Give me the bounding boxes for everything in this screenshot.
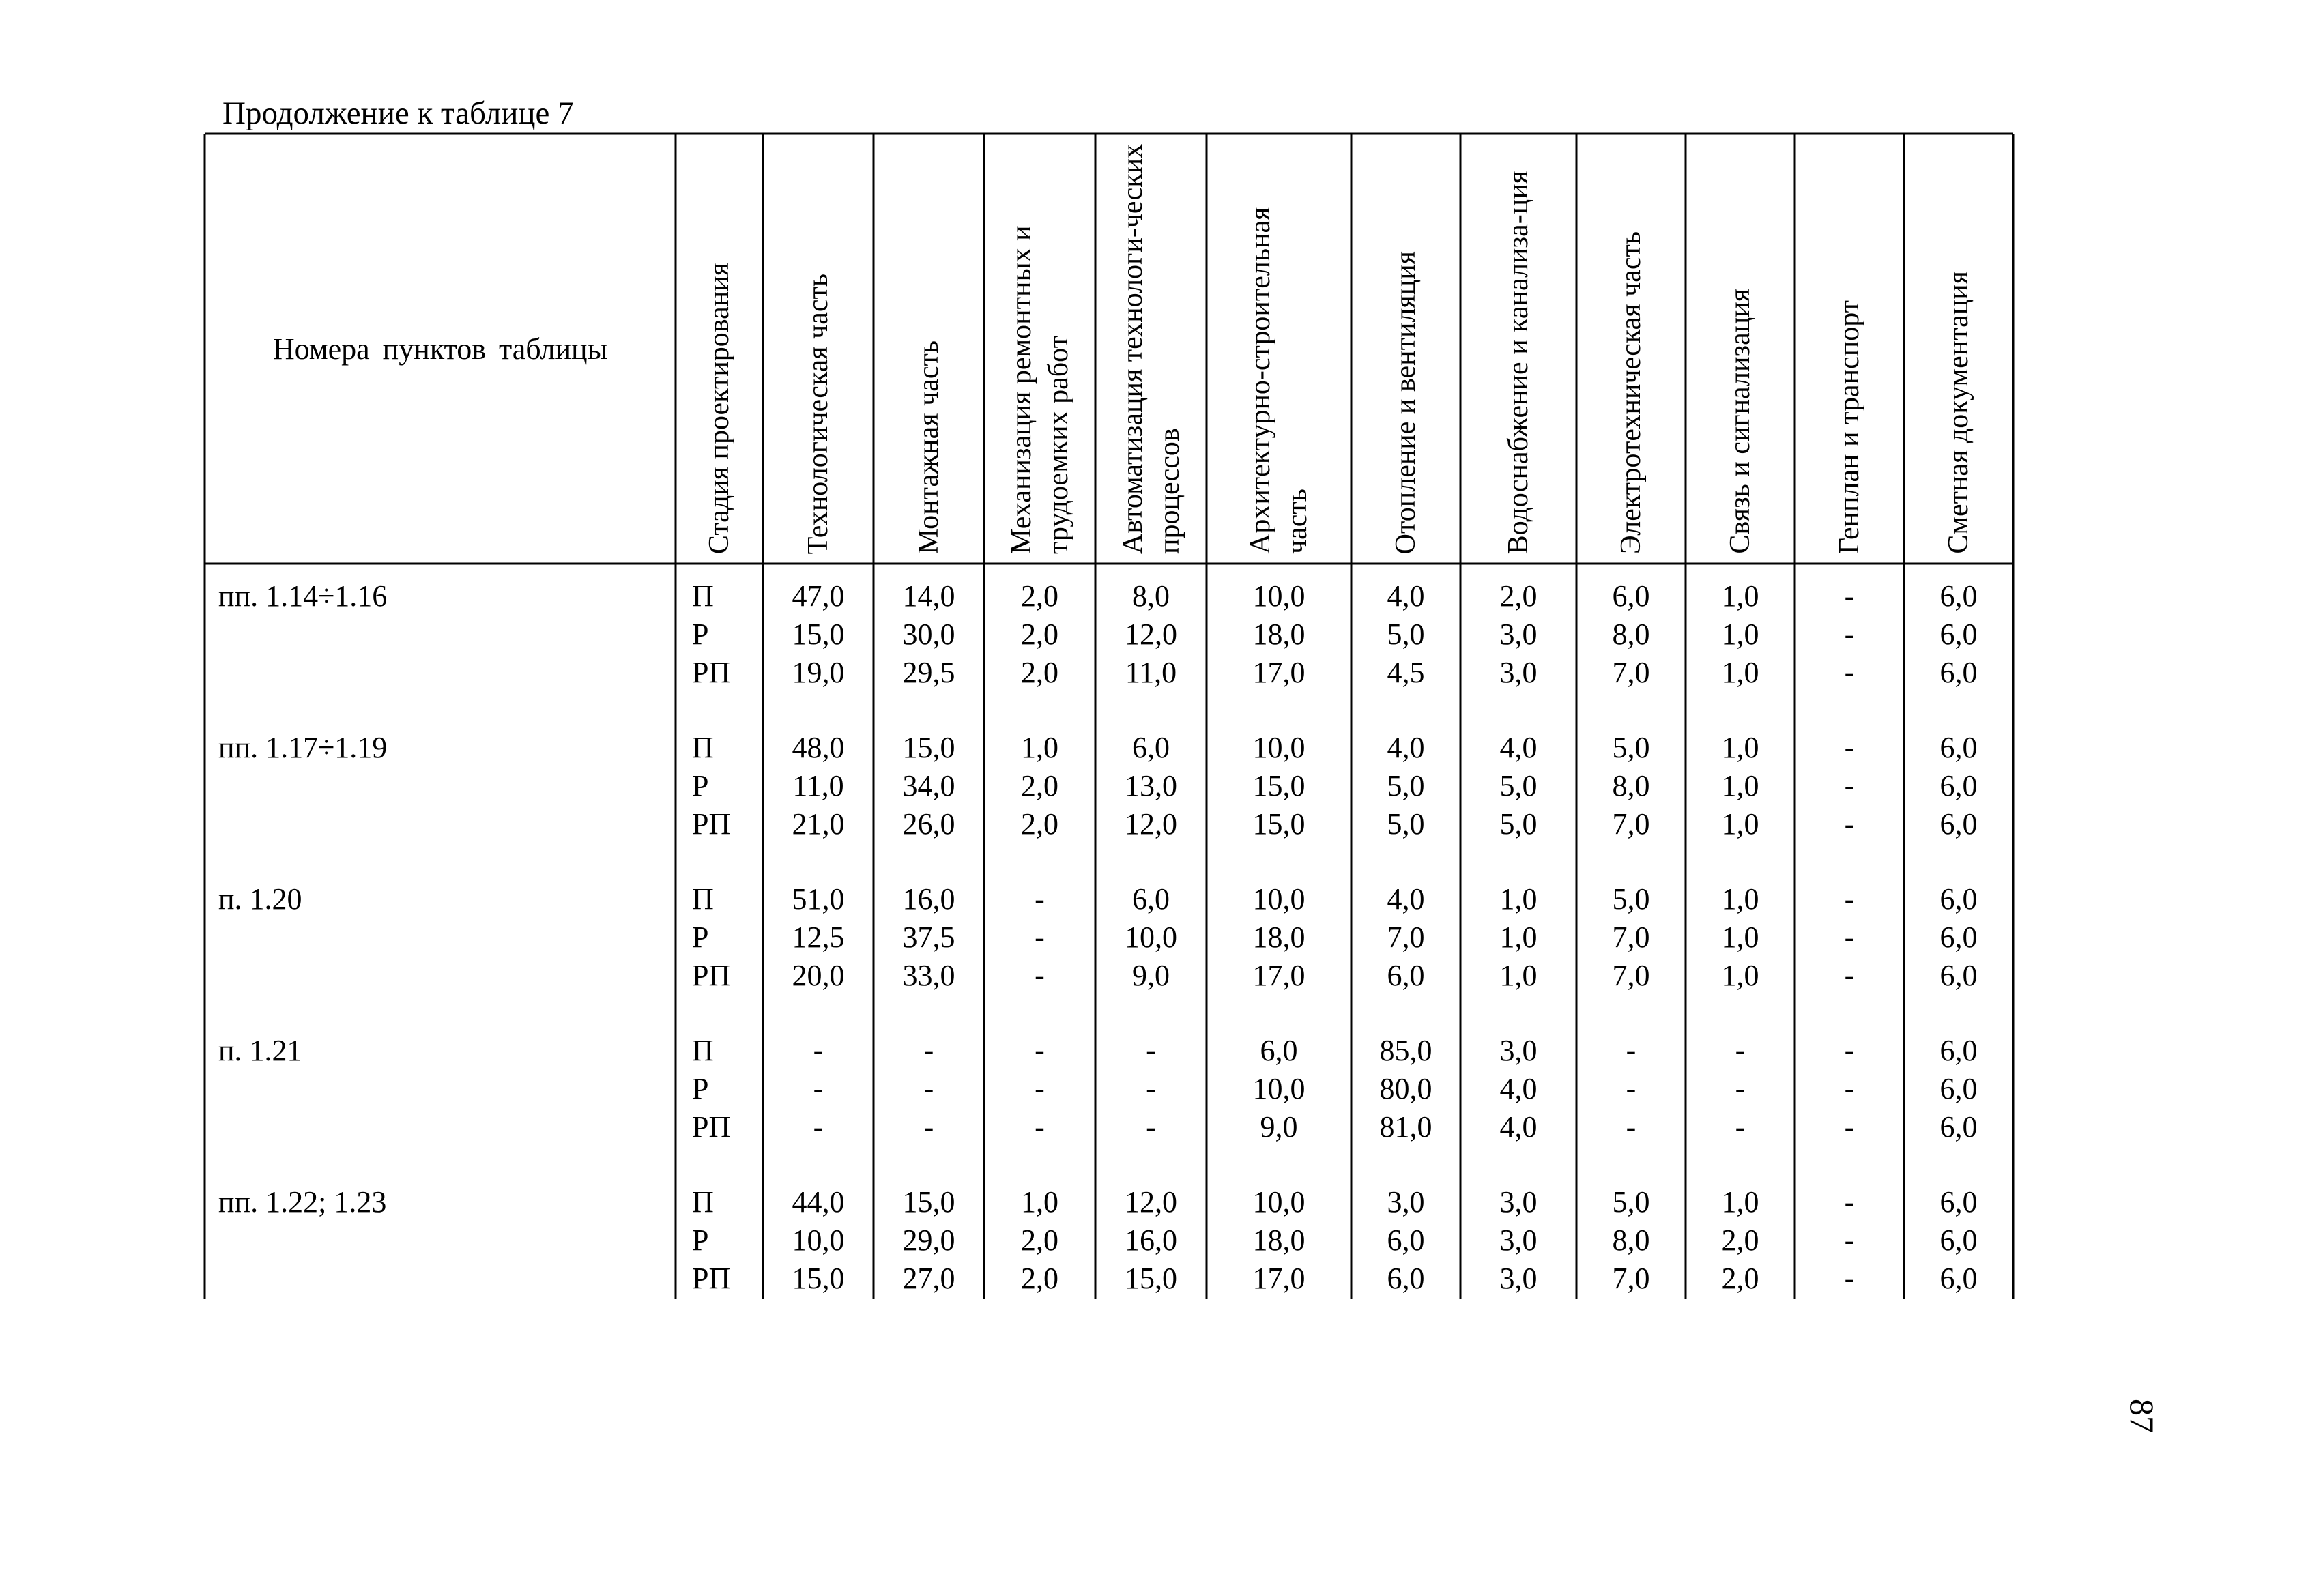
cell-installation: - — [923, 1110, 934, 1144]
cell-communication: - — [1735, 1034, 1746, 1067]
cell-mechanization: 2,0 — [1021, 1262, 1058, 1295]
cell-mechanization: 2,0 — [1021, 579, 1058, 613]
cell-mechanization: - — [1035, 1110, 1045, 1144]
header-item-mechanization — [984, 134, 1095, 564]
cell-electrical: 5,0 — [1612, 882, 1650, 916]
cell-heating: 6,0 — [1387, 1223, 1425, 1257]
cell-architecture: 10,0 — [1252, 731, 1305, 764]
cell-heating: 6,0 — [1387, 959, 1425, 992]
cell-electrical: 7,0 — [1612, 807, 1650, 841]
row-group-label: пп. 1.22; 1.23 — [218, 1185, 387, 1219]
header-item-estimate — [1904, 134, 2013, 564]
cell-communication: 2,0 — [1721, 1223, 1759, 1257]
cell-transport: - — [1844, 579, 1855, 613]
cell-transport: - — [1844, 656, 1855, 689]
cell-estimate: 6,0 — [1939, 731, 1978, 764]
cell-electrical: - — [1626, 1072, 1636, 1105]
cell-transport: - — [1844, 959, 1855, 992]
cell-estimate: 6,0 — [1939, 618, 1978, 651]
cell-automation: 8,0 — [1132, 579, 1170, 613]
page-number: 87 — [2123, 1399, 2161, 1433]
row-group-label: пп. 1.17÷1.19 — [218, 731, 388, 764]
cell-estimate: 6,0 — [1939, 656, 1978, 689]
cell-water: 3,0 — [1499, 618, 1538, 651]
cell-technology: 19,0 — [792, 656, 845, 689]
cell-mechanization: 2,0 — [1021, 618, 1058, 651]
header-item-numbers: Номера пунктов таблицы — [272, 332, 608, 366]
cell-stage: Р — [692, 618, 709, 651]
cell-automation: 15,0 — [1125, 1262, 1177, 1295]
cell-water: 3,0 — [1499, 1262, 1538, 1295]
cell-water: 1,0 — [1499, 959, 1538, 992]
cell-automation: - — [1146, 1110, 1156, 1144]
cell-estimate: 6,0 — [1939, 920, 1978, 954]
cell-transport: - — [1844, 769, 1855, 802]
cell-architecture: 15,0 — [1252, 807, 1305, 841]
cell-installation: 16,0 — [902, 882, 955, 916]
cell-automation: - — [1146, 1072, 1156, 1105]
cell-automation: 12,0 — [1125, 807, 1177, 841]
cell-heating: 4,0 — [1387, 731, 1425, 764]
cell-installation: 27,0 — [902, 1262, 955, 1295]
cell-electrical: 7,0 — [1612, 656, 1650, 689]
cell-heating: 4,0 — [1387, 882, 1425, 916]
cell-estimate: 6,0 — [1939, 1185, 1978, 1219]
cell-stage: РП — [692, 1262, 731, 1295]
cell-electrical: 7,0 — [1612, 920, 1650, 954]
cell-heating: 6,0 — [1387, 1262, 1425, 1295]
row-group-label: п. 1.20 — [218, 882, 302, 916]
cell-architecture: 10,0 — [1252, 579, 1305, 613]
cell-heating: 5,0 — [1387, 769, 1425, 802]
cell-technology: 12,5 — [792, 920, 845, 954]
cell-technology: - — [813, 1034, 824, 1067]
cell-electrical: 7,0 — [1612, 1262, 1650, 1295]
cell-automation: 6,0 — [1132, 731, 1170, 764]
cell-estimate: 6,0 — [1939, 769, 1978, 802]
cell-heating: 4,0 — [1387, 579, 1425, 613]
cell-automation: 13,0 — [1125, 769, 1177, 802]
cell-electrical: 7,0 — [1612, 959, 1650, 992]
cell-stage: П — [692, 579, 714, 613]
cell-heating: 81,0 — [1379, 1110, 1432, 1144]
cell-transport: - — [1844, 1072, 1855, 1105]
header-item-communication — [1686, 134, 1795, 564]
cell-architecture: 15,0 — [1252, 769, 1305, 802]
cell-installation: 29,0 — [902, 1223, 955, 1257]
cell-mechanization: - — [1035, 1034, 1045, 1067]
cell-architecture: 10,0 — [1252, 1185, 1305, 1219]
header-text: Генплан и транспорт — [1834, 300, 1865, 554]
row-group-label: пп. 1.14÷1.16 — [218, 579, 388, 613]
cell-installation: 30,0 — [902, 618, 955, 651]
cell-water: 2,0 — [1499, 579, 1538, 613]
cell-estimate: 6,0 — [1939, 1072, 1978, 1105]
cell-installation: 29,5 — [902, 656, 955, 689]
header-text: Стадия проектирования — [704, 262, 735, 554]
cell-electrical: 8,0 — [1612, 1223, 1650, 1257]
cell-estimate: 6,0 — [1939, 1034, 1978, 1067]
cell-water: 4,0 — [1499, 1072, 1538, 1105]
cell-installation: 33,0 — [902, 959, 955, 992]
cell-water: 5,0 — [1499, 769, 1538, 802]
cell-communication: 1,0 — [1721, 959, 1759, 992]
cell-stage: Р — [692, 920, 709, 954]
header-item-water — [1460, 134, 1576, 564]
header-item-electrical — [1576, 134, 1686, 564]
cell-architecture: 9,0 — [1260, 1110, 1298, 1144]
table-caption: Продолжение к таблице 7 — [222, 96, 574, 131]
cell-technology: 20,0 — [792, 959, 845, 992]
cell-mechanization: - — [1035, 882, 1045, 916]
cell-technology: 47,0 — [792, 579, 845, 613]
cell-estimate: 6,0 — [1939, 1262, 1978, 1295]
cell-transport: - — [1844, 920, 1855, 954]
cell-estimate: 6,0 — [1939, 807, 1978, 841]
header-text: Электротехническая часть — [1615, 231, 1647, 554]
cell-water: 5,0 — [1499, 807, 1538, 841]
cell-technology: 15,0 — [792, 618, 845, 651]
cell-mechanization: 2,0 — [1021, 656, 1058, 689]
header-item-architecture — [1207, 134, 1351, 564]
cell-heating: 4,5 — [1387, 656, 1425, 689]
header-text: Водоснабжение и канализа-ция — [1503, 170, 1534, 554]
cell-installation: - — [923, 1034, 934, 1067]
cell-stage: Р — [692, 1223, 709, 1257]
cell-stage: Р — [692, 769, 709, 802]
cell-mechanization: 1,0 — [1021, 1185, 1058, 1219]
cell-electrical: - — [1626, 1110, 1636, 1144]
cell-electrical: 5,0 — [1612, 1185, 1650, 1219]
cell-transport: - — [1844, 1110, 1855, 1144]
cell-automation: 6,0 — [1132, 882, 1170, 916]
cell-mechanization: 1,0 — [1021, 731, 1058, 764]
cell-communication: 1,0 — [1721, 807, 1759, 841]
cell-water: 3,0 — [1499, 656, 1538, 689]
cell-water: 1,0 — [1499, 882, 1538, 916]
cell-architecture: 10,0 — [1252, 1072, 1305, 1105]
cell-stage: РП — [692, 807, 731, 841]
cell-automation: 12,0 — [1125, 618, 1177, 651]
cell-water: 4,0 — [1499, 731, 1538, 764]
cell-heating: 7,0 — [1387, 920, 1425, 954]
cell-stage: РП — [692, 959, 731, 992]
cell-automation: 12,0 — [1125, 1185, 1177, 1219]
cell-transport: - — [1844, 1223, 1855, 1257]
cell-technology: - — [813, 1110, 824, 1144]
cell-transport: - — [1844, 731, 1855, 764]
cell-water: 3,0 — [1499, 1223, 1538, 1257]
cell-architecture: 10,0 — [1252, 882, 1305, 916]
cell-technology: 21,0 — [792, 807, 845, 841]
cell-installation: - — [923, 1072, 934, 1105]
cell-stage: П — [692, 1185, 714, 1219]
cell-architecture: 18,0 — [1252, 920, 1305, 954]
cell-estimate: 6,0 — [1939, 1110, 1978, 1144]
cell-automation: 16,0 — [1125, 1223, 1177, 1257]
cell-installation: 15,0 — [902, 731, 955, 764]
cell-stage: РП — [692, 656, 731, 689]
cell-automation: 9,0 — [1132, 959, 1170, 992]
cell-technology: 44,0 — [792, 1185, 845, 1219]
cell-technology: - — [813, 1072, 824, 1105]
cell-water: 3,0 — [1499, 1185, 1538, 1219]
cell-automation: - — [1146, 1034, 1156, 1067]
cell-stage: РП — [692, 1110, 731, 1144]
row-group-label: п. 1.21 — [218, 1034, 302, 1067]
cell-technology: 48,0 — [792, 731, 845, 764]
cell-mechanization: - — [1035, 920, 1045, 954]
cell-automation: 10,0 — [1125, 920, 1177, 954]
header-text: Отопление и вентиляция — [1390, 250, 1422, 554]
header-text: Автоматизация технологи-ческих процессов — [1116, 143, 1185, 554]
cell-mechanization: - — [1035, 1072, 1045, 1105]
cell-communication: 1,0 — [1721, 731, 1759, 764]
cell-heating: 85,0 — [1379, 1034, 1432, 1067]
cell-heating: 3,0 — [1387, 1185, 1425, 1219]
cell-communication: 1,0 — [1721, 1185, 1759, 1219]
cell-automation: 11,0 — [1125, 656, 1177, 689]
header-text: Архитектурно-строительная часть — [1245, 207, 1313, 554]
cell-technology: 10,0 — [792, 1223, 845, 1257]
header-item-technology — [763, 134, 874, 564]
cell-architecture: 18,0 — [1252, 618, 1305, 651]
cell-installation: 37,5 — [902, 920, 955, 954]
cell-heating: 5,0 — [1387, 618, 1425, 651]
cell-communication: 2,0 — [1721, 1262, 1759, 1295]
cell-communication: 1,0 — [1721, 769, 1759, 802]
cell-electrical: 8,0 — [1612, 769, 1650, 802]
cell-communication: 1,0 — [1721, 882, 1759, 916]
cell-electrical: - — [1626, 1034, 1636, 1067]
cell-stage: П — [692, 882, 714, 916]
cell-architecture: 18,0 — [1252, 1223, 1305, 1257]
cell-stage: П — [692, 1034, 714, 1067]
cell-mechanization: 2,0 — [1021, 807, 1058, 841]
cell-mechanization: 2,0 — [1021, 1223, 1058, 1257]
cell-transport: - — [1844, 1262, 1855, 1295]
header-item-automation — [1095, 134, 1207, 564]
header-item-transport — [1795, 134, 1904, 564]
cell-transport: - — [1844, 882, 1855, 916]
cell-stage: П — [692, 731, 714, 764]
cell-estimate: 6,0 — [1939, 579, 1978, 613]
cell-electrical: 8,0 — [1612, 618, 1650, 651]
cell-heating: 5,0 — [1387, 807, 1425, 841]
cell-water: 4,0 — [1499, 1110, 1538, 1144]
header-item-installation — [874, 134, 984, 564]
cell-transport: - — [1844, 1034, 1855, 1067]
header-text: Технологическая часть — [803, 273, 834, 554]
cell-architecture: 17,0 — [1252, 959, 1305, 992]
cell-installation: 34,0 — [902, 769, 955, 802]
cell-technology: 15,0 — [792, 1262, 845, 1295]
cell-electrical: 6,0 — [1612, 579, 1650, 613]
cell-transport: - — [1844, 618, 1855, 651]
cell-stage: Р — [692, 1072, 709, 1105]
cell-communication: 1,0 — [1721, 920, 1759, 954]
cell-technology: 51,0 — [792, 882, 845, 916]
cell-architecture: 17,0 — [1252, 656, 1305, 689]
cell-estimate: 6,0 — [1939, 882, 1978, 916]
cell-architecture: 6,0 — [1260, 1034, 1298, 1067]
cell-installation: 15,0 — [902, 1185, 955, 1219]
cell-heating: 80,0 — [1379, 1072, 1432, 1105]
cell-water: 3,0 — [1499, 1034, 1538, 1067]
cell-transport: - — [1844, 807, 1855, 841]
header-text: Сметная документация — [1943, 271, 1974, 554]
cell-estimate: 6,0 — [1939, 1223, 1978, 1257]
cell-communication: 1,0 — [1721, 579, 1759, 613]
cell-communication: - — [1735, 1072, 1746, 1105]
cell-architecture: 17,0 — [1252, 1262, 1305, 1295]
header-text: Монтажная часть — [913, 340, 944, 554]
cell-installation: 14,0 — [902, 579, 955, 613]
cell-communication: 1,0 — [1721, 656, 1759, 689]
header-text: Связь и сигнализация — [1725, 289, 1756, 554]
cell-electrical: 5,0 — [1612, 731, 1650, 764]
cell-transport: - — [1844, 1185, 1855, 1219]
header-text: Механизация ремонтных и трудоемких работ — [1005, 225, 1074, 554]
cell-estimate: 6,0 — [1939, 959, 1978, 992]
cell-installation: 26,0 — [902, 807, 955, 841]
cell-technology: 11,0 — [792, 769, 844, 802]
cell-mechanization: 2,0 — [1021, 769, 1058, 802]
cell-water: 1,0 — [1499, 920, 1538, 954]
cell-mechanization: - — [1035, 959, 1045, 992]
header-item-stage — [676, 134, 763, 564]
cell-communication: 1,0 — [1721, 618, 1759, 651]
cell-communication: - — [1735, 1110, 1746, 1144]
header-item-heating — [1351, 134, 1460, 564]
